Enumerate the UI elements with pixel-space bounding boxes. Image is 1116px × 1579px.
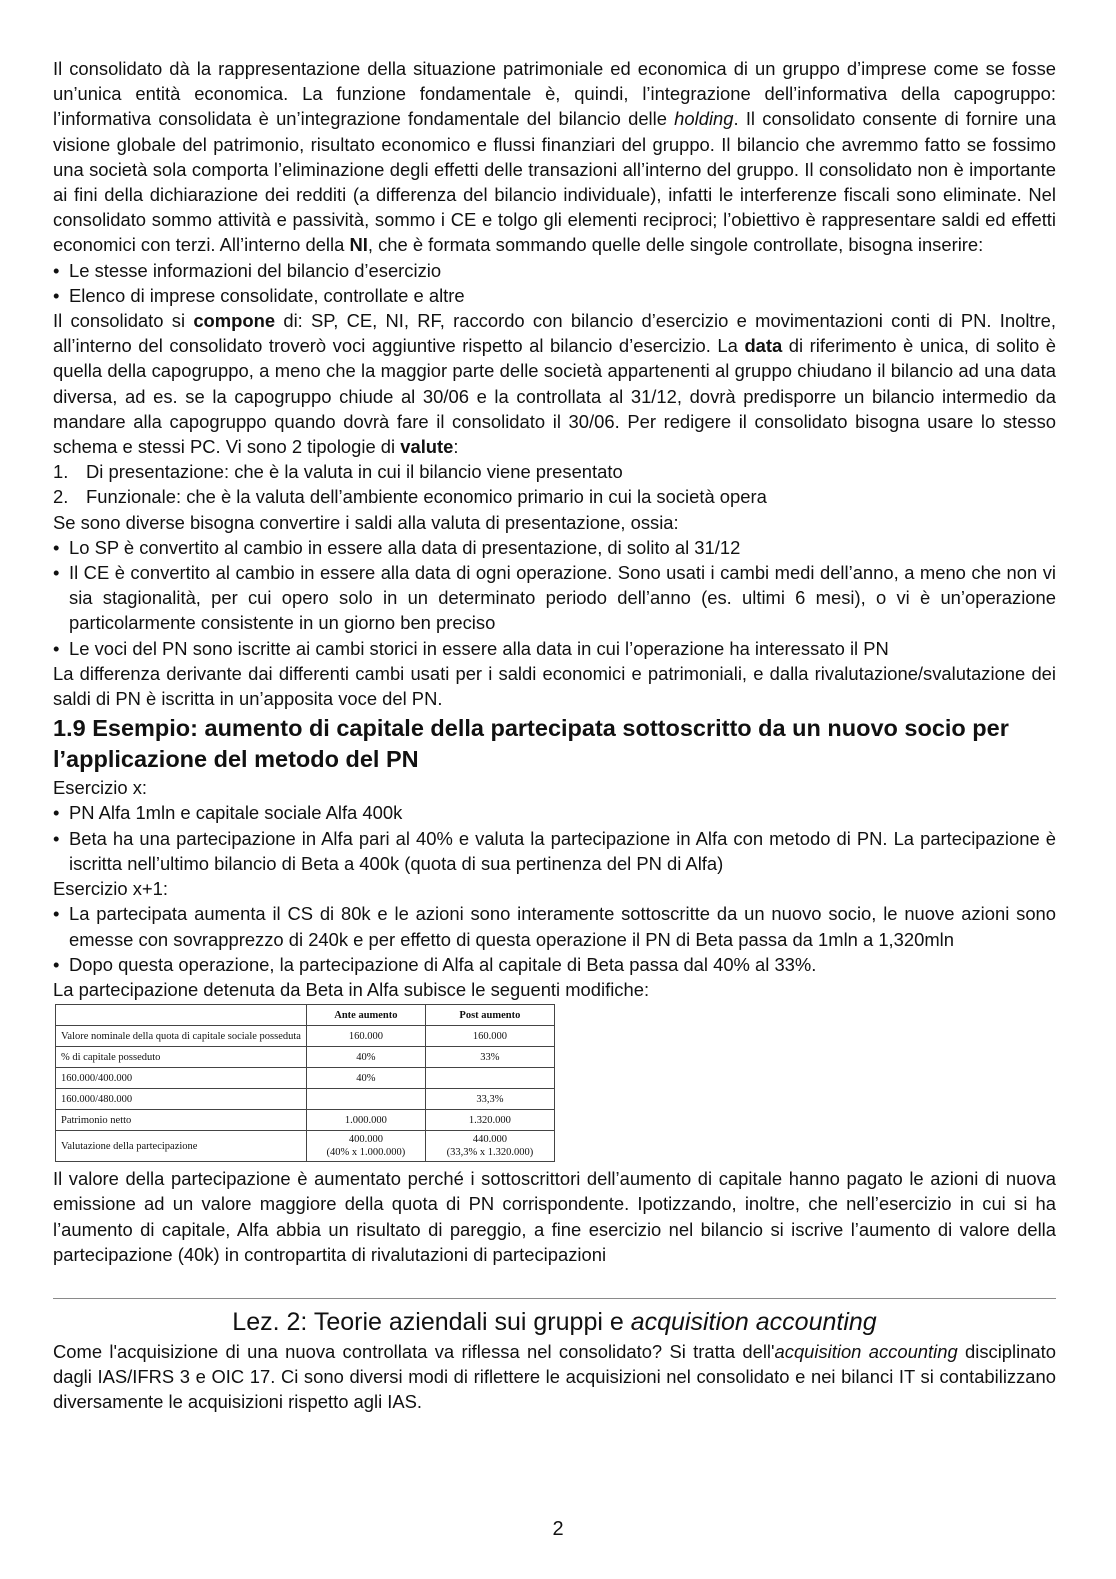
intro-paragraph-1: Il consolidato dà la rappresentazione della situazione patrimoniale ed economica di un gruppo d’imprese come se fosse un’unica entità economica. La funzione fondamentale è, quindi, l’integrazione dell’informativa della capogruppo: l’informativa consolidata è un’integrazione fondamentale del bilancio delle holding. Il consolidato consente di fornire una visione globale del patrimonio, risultato economico e flussi finanziari del gruppo. Il bilancio che avremmo fatto se fossimo una società sola comporta l’eliminazione degli effetti delle transazioni all’interno del gruppo. Il consolidato non è importante ai fini della dichiarazione dei redditi (a differenza del bilancio individuale), infatti le interferenze fiscali sono eliminate. Nel consolidato sommo attività e passività, sommo i CE e tolgo gli elementi reciproci; l’obiettivo è rappresentare saldi ed effetti economici con terzi. All’interno della NI, che è formata sommando quelle delle singole controllate, bisogna inserire: bbox=[53, 58, 1056, 256]
list-item: • Le voci del PN sono iscritte ai cambi storici in essere alla data in cui l’operazione ha interessato il PN bbox=[53, 637, 889, 659]
numbered-item: 1. Di presentazione: che è la valuta in cui il bilancio viene presentato bbox=[53, 461, 623, 483]
list-item: • Lo SP è convertito al cambio in essere alla data di presentazione, di solito al 31/12 bbox=[53, 536, 741, 558]
intro-paragraph-2: Il consolidato si compone di: SP, CE, NI, RF, raccordo con bilancio d’esercizio e movimentazioni conti di PN. Inoltre, all’interno del consolidato troverò voci aggiuntive rispetto al bilancio d’esercizio. La data di riferimento è unica, di solito è quella della capogruppo, a meno che la maggior parte delle società appartenenti al gruppo chiudano il bilancio ad una data diversa, ad es. se la capogruppo chiude al 30/06 e la controllata al 31/12, dovrà predisporre un bilancio intermedio da mandare alla capogruppo quando dovrà fare il consolidato il 30/06. Per redigere il consolidato bisogna usare lo stesso schema e stessi PC. Vi sono 2 tipologie di valute: bbox=[53, 310, 1056, 458]
intro-paragraph-4: La differenza derivante dai differenti cambi usati per i saldi economici e patrimoniali, e dalla rivalutazione/svalutazione dei saldi di PN è iscritta in un’apposita voce del PN. bbox=[53, 662, 1056, 710]
list-item: • Dopo questa operazione, la partecipazione di Alfa al capitale di Beta passa dal 40% al 33%. bbox=[53, 953, 817, 975]
exercise-label: Esercizio x+1: bbox=[53, 878, 168, 900]
list-item: • PN Alfa 1mln e capitale sociale Alfa 400k bbox=[53, 802, 403, 824]
table-row: Patrimonio netto 1.000.000 1.320.000 bbox=[56, 1110, 555, 1131]
list-item: • Beta ha una partecipazione in Alfa pari al 40% e valuta la partecipazione in Alfa con metodo di PN. La partecipazione è iscritta nell’ultimo bilancio di Beta a 400k (quota di sua pertinenza del PN di Alfa) bbox=[53, 827, 1056, 874]
list-item: • La partecipata aumenta il CS di 80k e le azioni sono interamente sottoscritte da un nuovo socio, le nuove azioni sono emesse con sovrapprezzo di 240k e per effetto di questa operazione il PN di Beta passa da 1mln a 1,320mln bbox=[53, 903, 1056, 950]
table-intro: La partecipazione detenuta da Beta in Alfa subisce le seguenti modifiche: bbox=[53, 978, 650, 1000]
list-item: • Elenco di imprese consolidate, controllate e altre bbox=[53, 284, 465, 306]
conclusion-paragraph: Il valore della partecipazione è aumentato perché i sottoscrittori dell’aumento di capitale hanno pagato le azioni di nuova emissione ad un valore maggiore della quota di PN corrispondente. Ipotizzando, inoltre, che nell’esercizio in cui si ha l’aumento di capitale, Alfa abbia un risultato di pareggio, a fine esercizio nel bilancio si iscrive l’aumento di valore della partecipazione (40k) in contropartita di rivalutazioni di partecipazioni bbox=[53, 1168, 1056, 1265]
table-row: 160.000/480.000 33,3% bbox=[56, 1089, 555, 1110]
numbered-item: 2. Funzionale: che è la valuta dell’ambiente economico primario in cui la società opera bbox=[53, 486, 767, 508]
divider bbox=[53, 1298, 1056, 1299]
table-row: 160.000/400.000 40% bbox=[56, 1068, 555, 1089]
lesson-title: Lez. 2: Teorie aziendali sui gruppi e acquisition accounting bbox=[232, 1307, 877, 1336]
table-row: Valore nominale della quota di capitale sociale posseduta 160.000 160.000 bbox=[56, 1026, 555, 1047]
page-content bbox=[53, 56, 1056, 1415]
exercise-label: Esercizio x: bbox=[53, 777, 148, 799]
table-header-row: Ante aumento Post aumento bbox=[56, 1005, 555, 1026]
list-item: • Le stesse informazioni del bilancio d’esercizio bbox=[53, 259, 442, 281]
section-heading: 1.9 Esempio: aumento di capitale della partecipata sottoscritto da un nuovo socio per l’applicazione del metodo del PN bbox=[53, 715, 1009, 773]
lesson-paragraph: Come l'acquisizione di una nuova controllata va riflessa nel consolidato? Si tratta dell'acquisition accounting disciplinato dagli IAS/IFRS 3 e OIC 17. Ci sono diversi modi di riflettere le acquisizioni nel consolidato e nei bilanci IT si contabilizzano diversamente le acquisizioni rispetto agli IAS. bbox=[53, 1340, 1056, 1413]
intro-paragraph-3: Se sono diverse bisogna convertire i saldi alla valuta di presentazione, ossia: bbox=[53, 511, 679, 533]
participation-table bbox=[55, 1004, 555, 1162]
page-number: 2 bbox=[552, 1518, 564, 1540]
list-item: • Il CE è convertito al cambio in essere alla data di ogni operazione. Sono usati i cambi medi dell’anno, a meno che non vi sia stagionalità, per cui opero solo in un determinato periodo dell’anno (es. ultimi 6 mesi), o vi è un’operazione particolarmente consistente in un giorno ben preciso bbox=[53, 562, 1056, 634]
table-row: Valutazione della partecipazione 400.000 (40% x 1.000.000) 440.000 (33,3% x 1.320.000) bbox=[56, 1131, 555, 1162]
table-row: % di capitale posseduto 40% 33% bbox=[56, 1047, 555, 1068]
